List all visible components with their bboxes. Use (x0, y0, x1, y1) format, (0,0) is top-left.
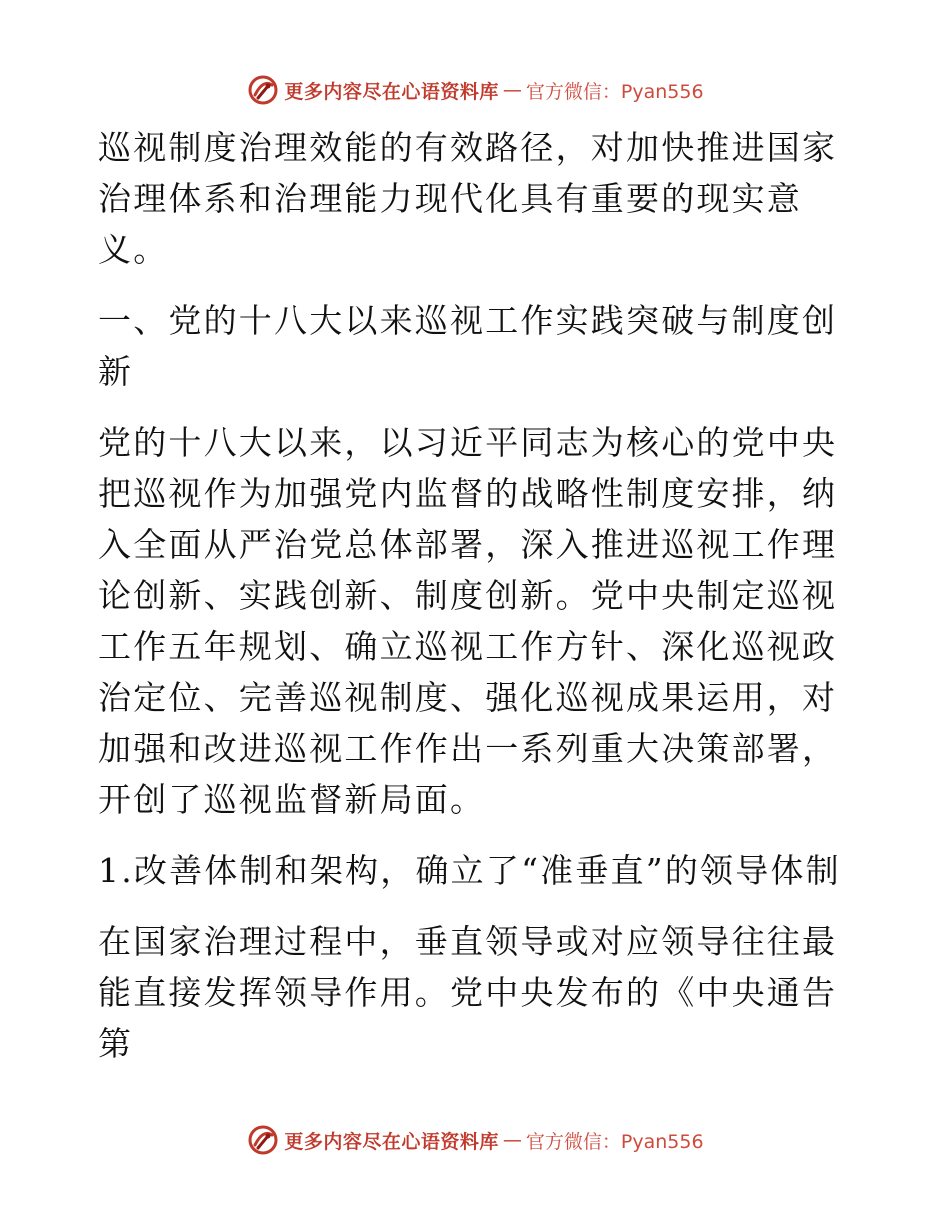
watermark-contact: 官方微信：Pyan556 (525, 1130, 704, 1153)
watermark-contact: 官方微信：Pyan556 (525, 80, 704, 103)
paragraph-section-1: 党的十八大以来，以习近平同志为核心的党中央把巡视作为加强党内监督的战略性制度安排，纳入全面从严治党总体部署，深入推进巡视工作理论创新、实践创新、制度创新。党中央制定巡视工作五年规划、确立巡视工作方针、深化巡视政治定位、完善巡视制度、强化巡视成果运用，对加强和改进巡视工作作出一系列重大决策部署，开创了巡视监督新局面。 (98, 423, 838, 819)
watermark-separator: — (502, 79, 522, 101)
watermark-brand: 更多内容尽在心语资料库 (284, 1130, 499, 1153)
header-watermark (0, 70, 950, 110)
section-heading-1: 一、党的十八大以来巡视工作实践突破与制度创新 (98, 301, 838, 391)
pen-swirl-logo-icon (246, 1123, 280, 1157)
watermark-brand: 更多内容尽在心语资料库 (284, 80, 499, 103)
pen-swirl-logo-icon (246, 73, 280, 107)
paragraph-intro-continuation: 巡视制度治理效能的有效路径，对加快推进国家治理体系和治理能力现代化具有重要的现实意义。 (98, 128, 838, 269)
watermark-separator: — (502, 1129, 522, 1151)
document-body (98, 122, 854, 1089)
subsection-heading-1: 1.改善体制和架构，确立了“准垂直”的领导体制 (98, 851, 841, 890)
paragraph-subsection-1: 在国家治理过程中，垂直领导或对应领导往往最能直接发挥领导作用。党中央发布的《中央通告第 (98, 922, 838, 1063)
footer-watermark (0, 1120, 950, 1160)
